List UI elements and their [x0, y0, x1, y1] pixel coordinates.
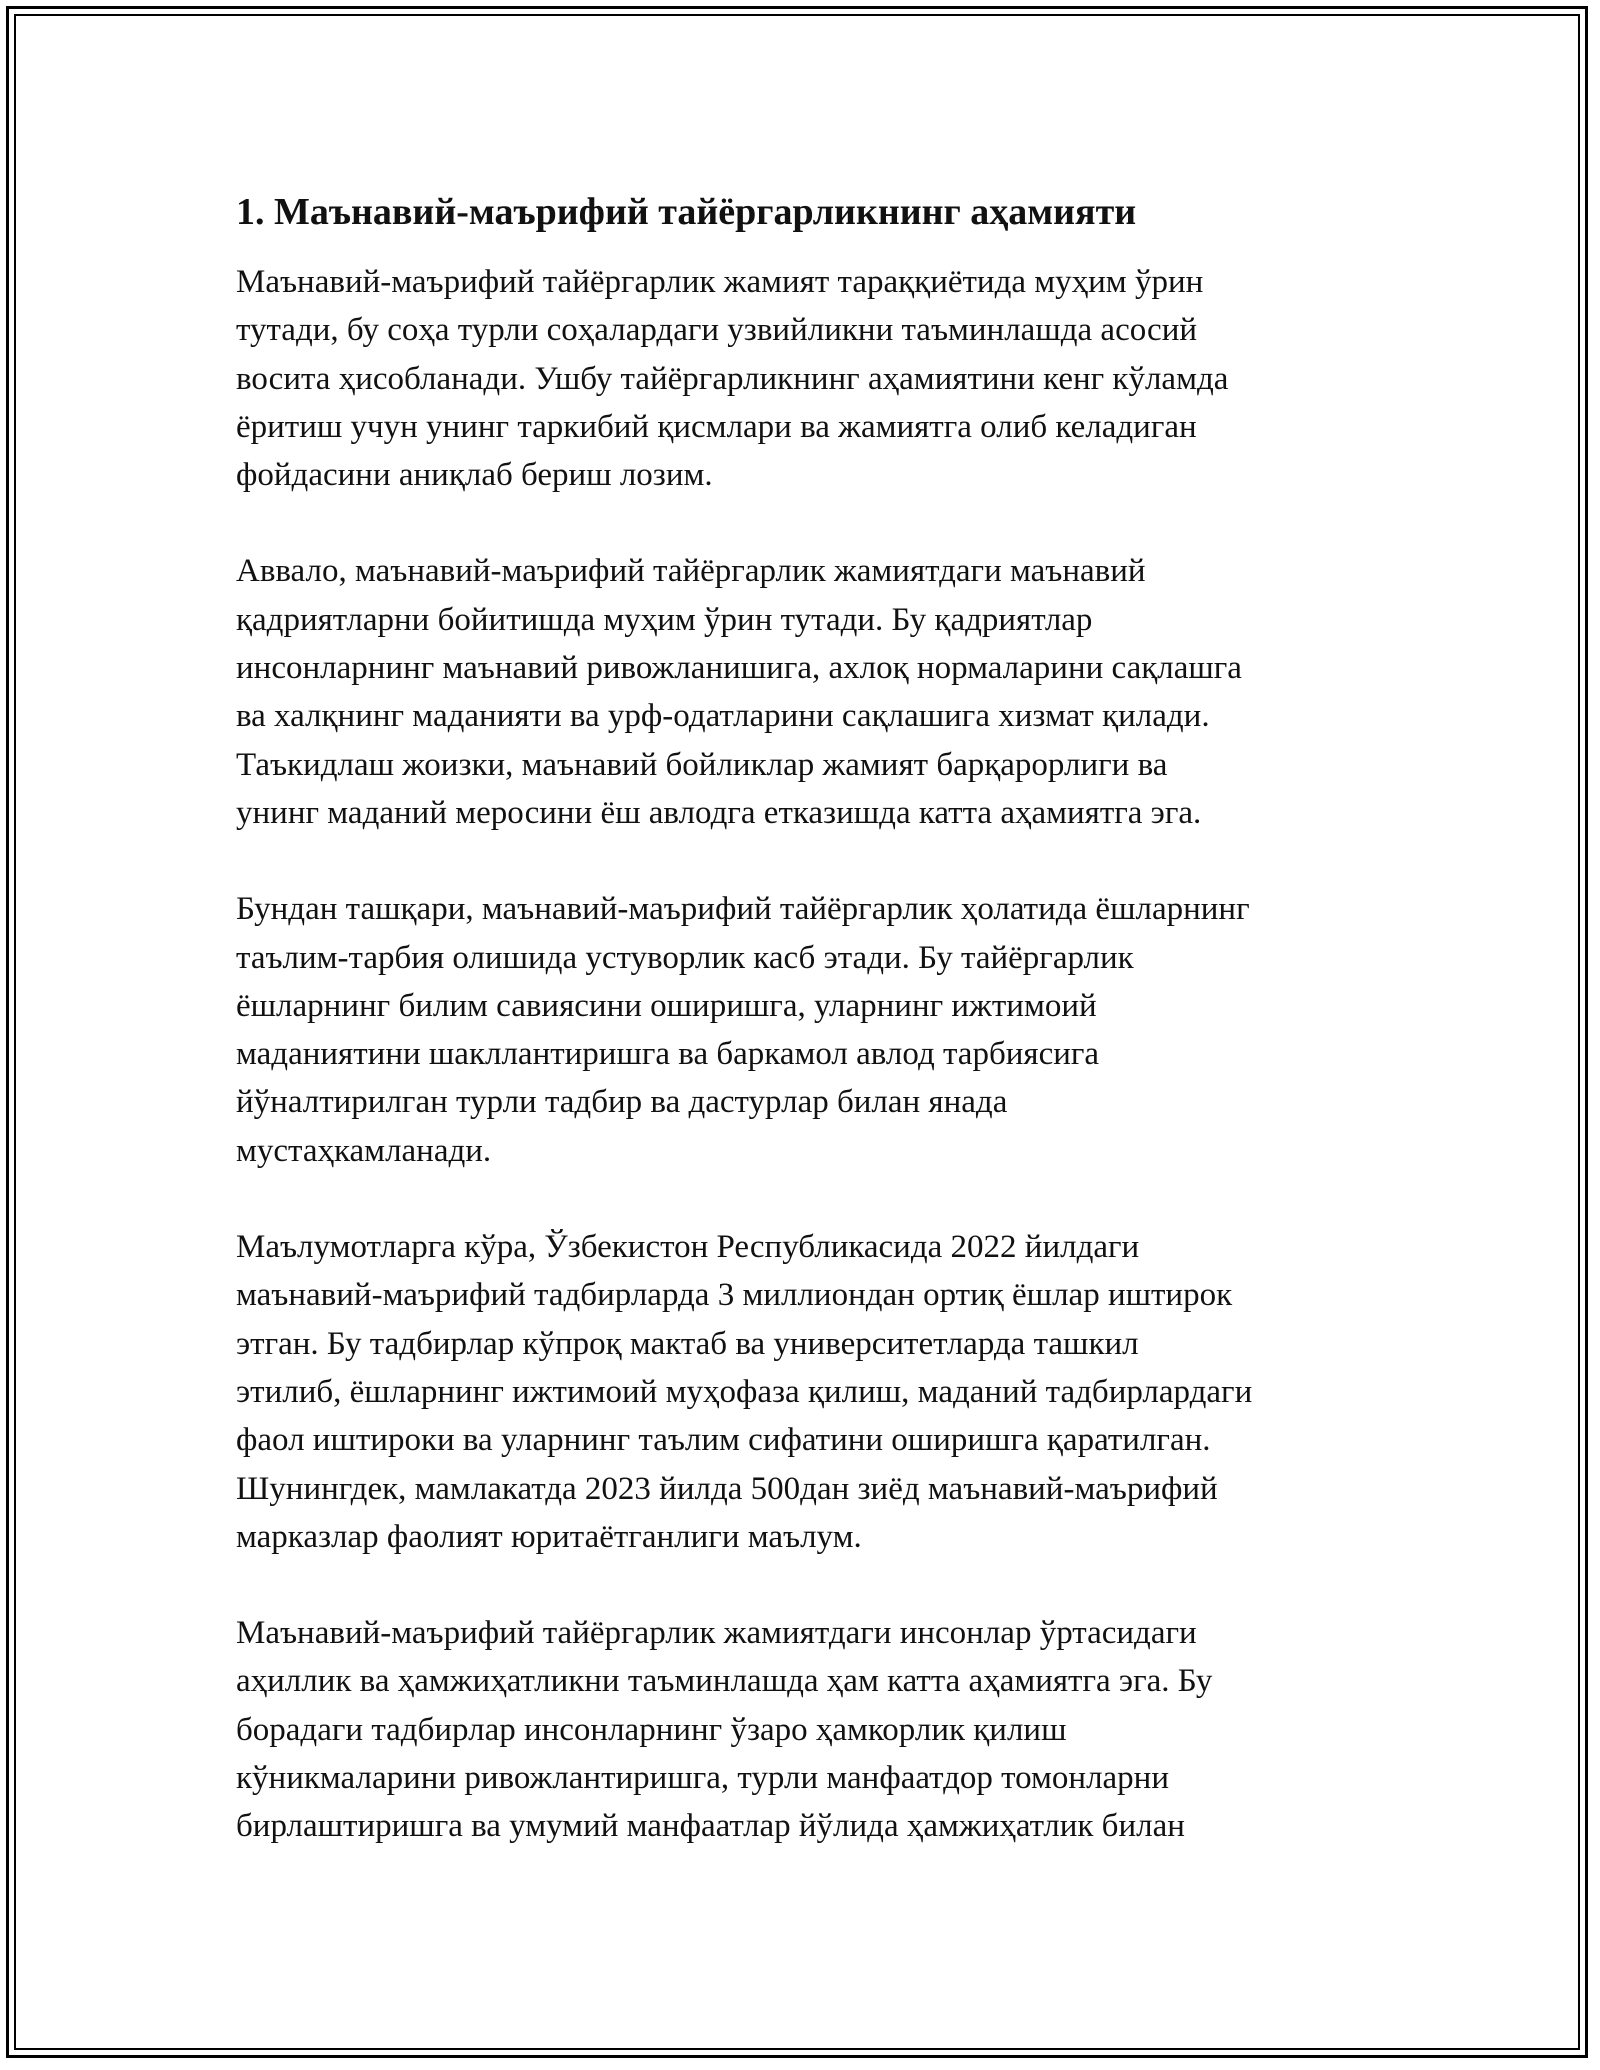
- text-line: таълим-тарбия олишида устуворлик касб этади. Бу тайёргарлик: [236, 939, 1134, 976]
- text-line: маданиятини шакллантиришга ва баркамол авлод тарбиясига: [236, 1036, 1100, 1073]
- document-body: [236, 186, 1376, 1899]
- paragraph-3: [236, 885, 1376, 1175]
- text-line: Маълумотларга кўра, Ўзбекистон Республикасида 2022 йилдаги: [236, 1229, 1140, 1266]
- text-line: маънавий-маърифий тадбирларда 3 миллиондан ортиқ ёшлар иштирок: [236, 1277, 1233, 1314]
- text-line: фаол иштироки ва уларнинг таълим сифатини оширишга қаратилган.: [236, 1422, 1211, 1459]
- paragraph-5: [236, 1609, 1376, 1850]
- text-line: мустаҳкамланади.: [236, 1132, 492, 1169]
- text-line: Таъкидлаш жоизки, маънавий бойликлар жамият барқарорлиги ва: [236, 746, 1168, 783]
- text-line: инсонларнинг маънавий ривожланишига, ахлоқ нормаларини сақлашга: [236, 650, 1242, 687]
- paragraph-1: [236, 258, 1376, 499]
- text-line: ёшларнинг билим савиясини оширишга, уларнинг ижтимоий: [236, 987, 1097, 1024]
- text-line: аҳиллик ва ҳамжиҳатликни таъминлашда ҳам катта аҳамиятга эга. Бу: [236, 1663, 1213, 1700]
- text-line: йўналтирилган турли тадбир ва дастурлар билан янада: [236, 1084, 1008, 1121]
- text-line: восита ҳисобланади. Ушбу тайёргарликнинг аҳамиятини кенг кўламда: [236, 360, 1229, 397]
- paragraph-4: [236, 1223, 1376, 1561]
- text-line: қадриятларни бойитишда муҳим ўрин тутади. Бу қадриятлар: [236, 601, 1093, 638]
- text-line: унинг маданий меросини ёш авлодга етказишда катта аҳамиятга эга.: [236, 794, 1202, 831]
- text-line: ёритиш учун унинг таркибий қисмлари ва жамиятга олиб келадиган: [236, 408, 1197, 445]
- paragraph-2: [236, 547, 1376, 837]
- text-line: фойдасини аниқлаб бериш лозим.: [236, 457, 713, 494]
- text-line: марказлар фаолият юритаётганлиги маълум.: [236, 1518, 862, 1555]
- text-line: Маънавий-маърифий тайёргарлик жамият тараққиётида муҳим ўрин: [236, 264, 1204, 300]
- text-line: Шунингдек, мамлакатда 2023 йилда 500дан зиёд маънавий-маърифий: [236, 1470, 1218, 1507]
- text-line: тутади, бу соҳа турли соҳалардаги узвийликни таъминлашда асосий: [236, 312, 1198, 349]
- text-line: этилиб, ёшларнинг ижтимоий муҳофаза қилиш, маданий тадбирлардаги: [236, 1373, 1253, 1410]
- text-line: Бундан ташқари, маънавий-маърифий тайёргарлик ҳолатида ёшларнинг: [236, 891, 1250, 928]
- text-line: Маънавий-маърифий тайёргарлик жамиятдаги инсонлар ўртасидаги: [236, 1615, 1197, 1652]
- text-line: кўникмаларини ривожлантиришга, турли манфаатдор томонларни: [236, 1760, 1170, 1797]
- text-line: бирлаштиришга ва умумий манфаатлар йўлида ҳамжиҳатлик билан: [236, 1808, 1185, 1845]
- text-line: ва халқнинг маданияти ва урф-одатларини сақлашига хизмат қилади.: [236, 698, 1210, 735]
- section-heading: 1. Маънавий-маърифий тайёргарликнинг аҳамияти: [236, 191, 1137, 233]
- text-line: Аввало, маънавий-маърифий тайёргарлик жамиятдаги маънавий: [236, 553, 1146, 590]
- text-line: борадаги тадбирлар инсонларнинг ўзаро ҳамкорлик қилиш: [236, 1711, 1067, 1748]
- text-line: этган. Бу тадбирлар кўпроқ мактаб ва университетларда ташкил: [236, 1325, 1139, 1362]
